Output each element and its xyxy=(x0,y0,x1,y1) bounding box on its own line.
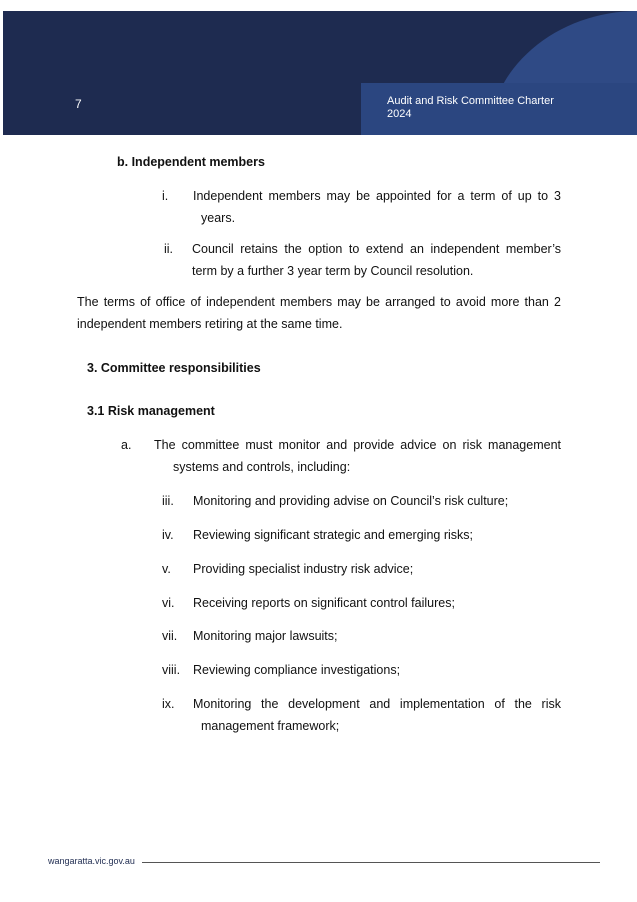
document-title-line2: 2024 xyxy=(387,108,412,120)
list-item-text: management framework; xyxy=(201,719,340,733)
list-item-text: Reviewing significant strategic and emerging risks; xyxy=(193,528,473,542)
list-marker: i. xyxy=(162,189,169,203)
list-item-text: term by a further 3 year term by Council resolution. xyxy=(192,264,474,278)
list-item-text: systems and controls, including: xyxy=(173,460,351,474)
list-marker: iv. xyxy=(162,528,174,542)
document-title xyxy=(387,95,554,121)
list-marker: a. xyxy=(121,438,132,452)
footer-website-link[interactable]: wangaratta.vic.gov.au xyxy=(48,856,135,866)
section-3-heading: 3. Committee responsibilities xyxy=(87,361,261,375)
list-item-text: Reviewing compliance investigations; xyxy=(193,663,401,677)
list-marker: ii. xyxy=(164,242,174,256)
list-marker: vi. xyxy=(162,596,175,610)
list-marker: ix. xyxy=(162,697,175,711)
list-item-text: Independent members may be appointed for a term of up to 3 xyxy=(193,189,561,203)
page-number: 7 xyxy=(75,97,82,111)
list-item-text: Providing specialist industry risk advice; xyxy=(193,562,414,576)
terms-paragraph-line2: independent members retiring at the same time. xyxy=(77,317,343,331)
list-item-text: Monitoring major lawsuits; xyxy=(193,629,338,643)
list-item-text: Council retains the option to extend an independent member’s xyxy=(192,242,561,256)
list-marker: vii. xyxy=(162,629,178,643)
list-marker: iii. xyxy=(162,494,174,508)
list-item-text: years. xyxy=(201,211,236,225)
list-marker: v. xyxy=(162,562,171,576)
list-item-text: Receiving reports on significant control failures; xyxy=(193,596,455,610)
list-item-text: Monitoring the development and implementation of the risk xyxy=(193,697,561,711)
document-title-line1: Audit and Risk Committee Charter xyxy=(387,95,554,107)
list-marker: viii. xyxy=(162,663,181,677)
list-item-text: Monitoring and providing advise on Council’s risk culture; xyxy=(193,494,509,508)
section-b-heading: b. Independent members xyxy=(117,155,265,169)
footer-divider xyxy=(142,862,600,863)
list-item-text: The committee must monitor and provide advice on risk management xyxy=(154,438,561,452)
terms-paragraph-line1: The terms of office of independent members may be arranged to avoid more than 2 xyxy=(77,295,561,309)
section-3-1-heading: 3.1 Risk management xyxy=(87,404,215,418)
